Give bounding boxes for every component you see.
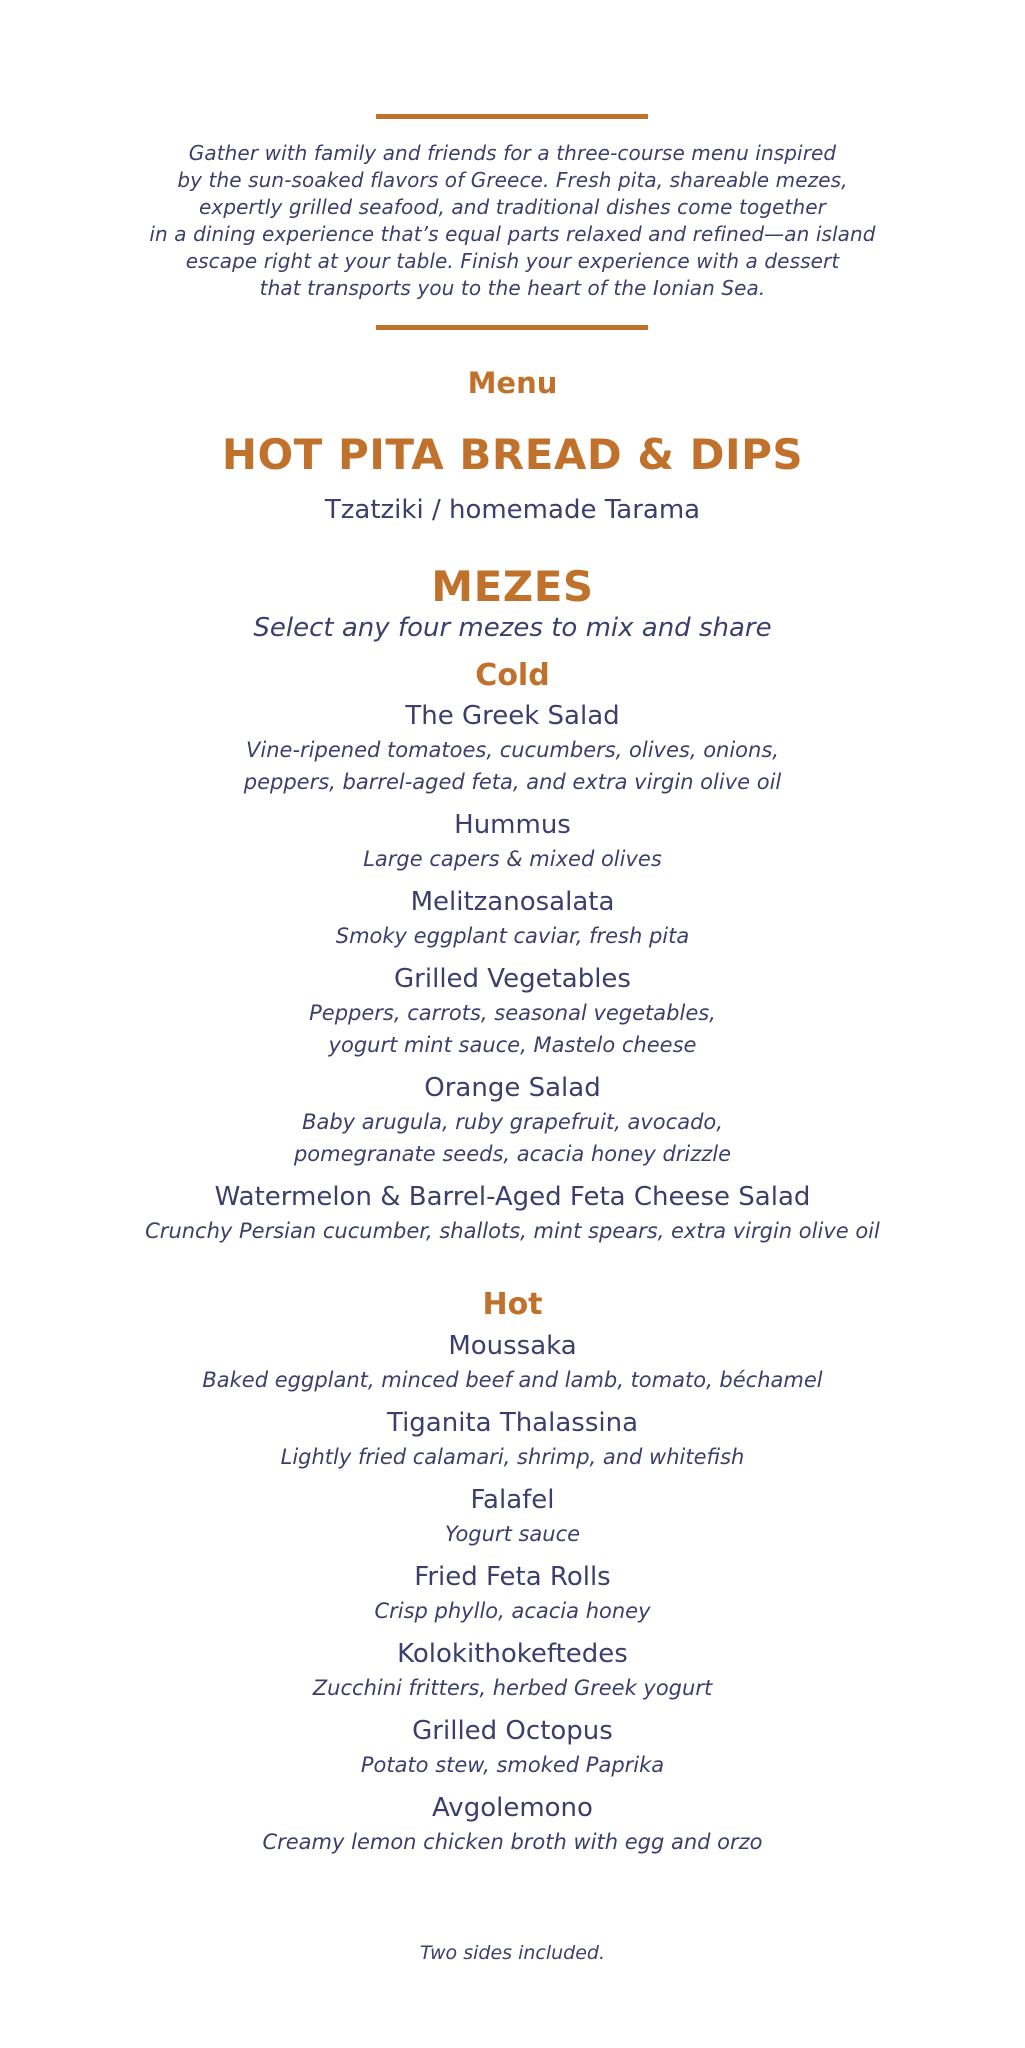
- mezes-subtitle: Select any four mezes to mix and share: [253, 613, 772, 643]
- menu-item-name: Melitzanosalata: [410, 887, 615, 917]
- menu-item-name: Watermelon & Barrel-Aged Feta Cheese Salad: [214, 1182, 811, 1212]
- intro-paragraph: [80, 140, 945, 302]
- menu-item-name: Orange Salad: [424, 1073, 601, 1103]
- intro-line: in a dining experience that’s equal parts relaxed and refined—an island: [149, 222, 876, 246]
- menu-item-description: Smoky eggplant caviar, fresh pita: [335, 924, 690, 948]
- menu-item-description: peppers, barrel-aged feta, and extra virgin olive oil: [243, 770, 782, 794]
- menu-item-name: Moussaka: [448, 1331, 577, 1361]
- intro-line: Gather with family and friends for a three-course menu inspired: [188, 141, 837, 165]
- subheading-cold: Cold: [475, 658, 550, 693]
- menu-item-description: Baby arugula, ruby grapefruit, avocado,: [302, 1110, 723, 1134]
- menu-item-description: Yogurt sauce: [444, 1522, 581, 1546]
- menu-item-description: Potato stew, smoked Paprika: [360, 1753, 665, 1777]
- menu-item-name: The Greek Salad: [405, 701, 620, 731]
- bottom-divider: [376, 325, 648, 330]
- menu-item-name: Tiganita Thalassina: [386, 1408, 638, 1438]
- menu-label: Menu: [467, 366, 558, 400]
- pita-description: Tzatziki / homemade Tarama: [324, 495, 701, 525]
- menu-item-name: Grilled Octopus: [412, 1716, 613, 1746]
- menu-item-description: Lightly fried calamari, shrimp, and whitefish: [280, 1445, 745, 1469]
- menu-item-description: Vine-ripened tomatoes, cucumbers, olives, onions,: [246, 738, 779, 762]
- menu-item-name: Hummus: [454, 810, 571, 840]
- section-heading-mezes: MEZES: [431, 562, 594, 611]
- menu-item-description: Large capers & mixed olives: [363, 847, 662, 871]
- menu-item-name: Falafel: [470, 1485, 555, 1515]
- top-divider: [376, 114, 648, 119]
- section-heading-pita: HOT PITA BREAD & DIPS: [221, 430, 804, 479]
- menu-item-name: Grilled Vegetables: [394, 964, 631, 994]
- intro-line: by the sun-soaked flavors of Greece. Fresh pita, shareable mezes,: [177, 168, 848, 192]
- intro-line: expertly grilled seafood, and traditional dishes come together: [199, 195, 826, 219]
- menu-item-description: Creamy lemon chicken broth with egg and orzo: [262, 1830, 763, 1854]
- menu-item-description: Crisp phyllo, acacia honey: [374, 1599, 651, 1623]
- footer-note: Two sides included.: [419, 1942, 606, 1964]
- menu-item-description: Baked eggplant, minced beef and lamb, tomato, béchamel: [202, 1368, 823, 1392]
- menu-item-description: Crunchy Persian cucumber, shallots, mint spears, extra virgin olive oil: [145, 1219, 880, 1243]
- menu-item-description: pomegranate seeds, acacia honey drizzle: [293, 1142, 732, 1166]
- menu-item-name: Avgolemono: [432, 1793, 593, 1823]
- subheading-hot: Hot: [482, 1287, 543, 1322]
- menu-item-description: yogurt mint sauce, Mastelo cheese: [328, 1033, 697, 1057]
- intro-line: escape right at your table. Finish your experience with a dessert: [185, 249, 840, 273]
- menu-item-name: Fried Feta Rolls: [414, 1562, 611, 1592]
- menu-item-description: Zucchini fritters, herbed Greek yogurt: [312, 1676, 713, 1700]
- menu-item-description: Peppers, carrots, seasonal vegetables,: [309, 1001, 716, 1025]
- menu-item-name: Kolokithokeftedes: [397, 1639, 628, 1669]
- intro-line: that transports you to the heart of the Ionian Sea.: [259, 276, 766, 300]
